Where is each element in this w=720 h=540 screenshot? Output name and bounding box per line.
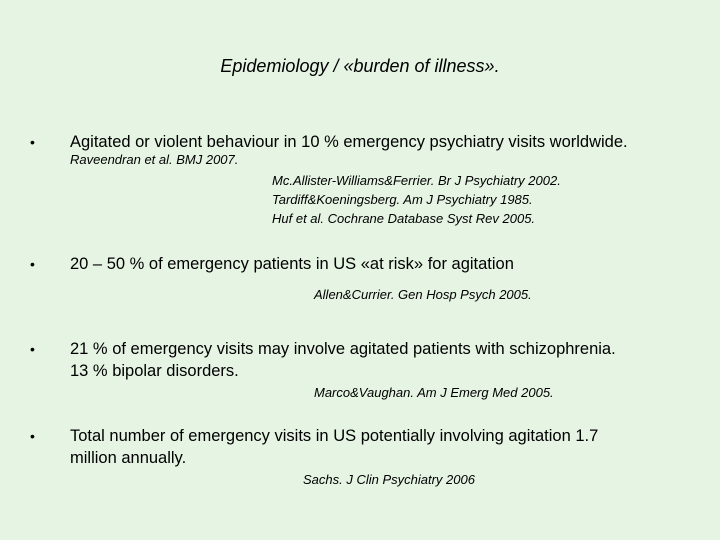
- reference: Tardiff&Koeningsberg. Am J Psychiatry 1985.: [272, 192, 533, 207]
- reference: Allen&Currier. Gen Hosp Psych 2005.: [314, 287, 532, 302]
- bullet-text: Total number of emergency visits in US potentially involving agitation 1.7: [70, 427, 599, 445]
- bullet-marker: •: [30, 256, 35, 272]
- bullet-text: Agitated or violent behaviour in 10 % emergency psychiatry visits worldwide.: [70, 133, 628, 151]
- reference: Huf et al. Cochrane Database Syst Rev 2005.: [272, 211, 536, 226]
- bullet-text: 20 – 50 % of emergency patients in US «at risk» for agitation: [70, 255, 514, 273]
- reference: Raveendran et al. BMJ 2007.: [70, 152, 239, 167]
- bullet-text-continued: million annually.: [70, 449, 187, 467]
- bullet-marker: •: [30, 341, 35, 357]
- slide-title: Epidemiology / «burden of illness».: [220, 56, 500, 76]
- reference: Sachs. J Clin Psychiatry 2006: [303, 472, 475, 487]
- reference: Mc.Allister-Williams&Ferrier. Br J Psychiatry 2002.: [272, 173, 561, 188]
- bullet-text: 21 % of emergency visits may involve agitated patients with schizophrenia.: [70, 340, 616, 358]
- reference: Marco&Vaughan. Am J Emerg Med 2005.: [314, 385, 554, 400]
- bullet-marker: •: [30, 428, 35, 444]
- bullet-text-continued: 13 % bipolar disorders.: [70, 362, 239, 380]
- bullet-marker: •: [30, 134, 35, 150]
